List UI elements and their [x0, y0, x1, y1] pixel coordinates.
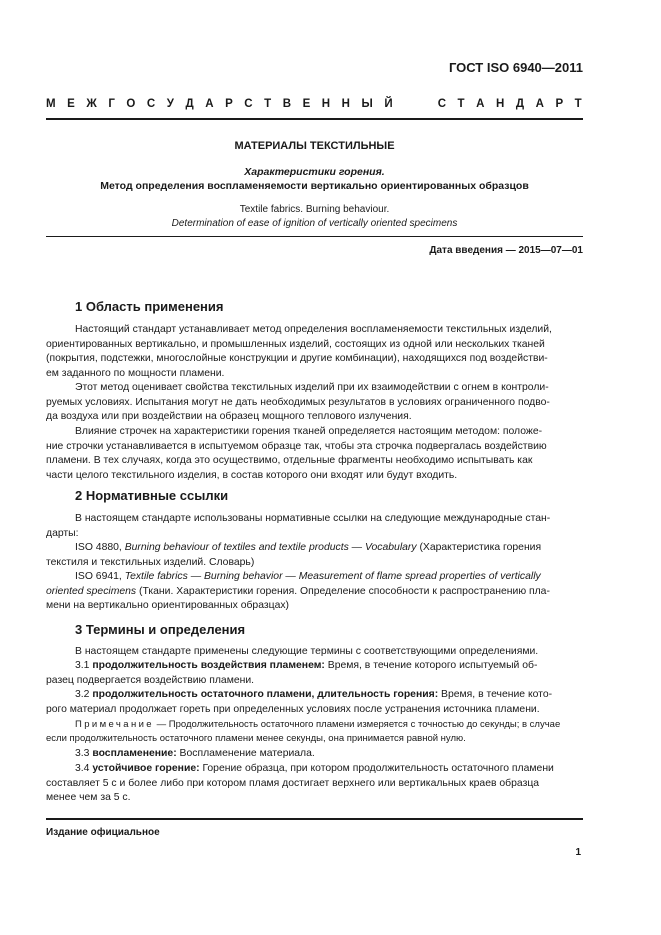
banner-letter: Н	[321, 98, 331, 110]
banner-letter: Р	[225, 98, 233, 110]
reference-title-ru: (Характеристика горения	[416, 542, 542, 553]
banner-letter: Г	[108, 98, 115, 110]
note-label: Примечание	[75, 719, 154, 730]
banner-letter: Т	[574, 98, 582, 110]
term-name: продолжительность остаточного пламени, длительность горения:	[92, 689, 439, 700]
banner-letter: В	[282, 98, 292, 110]
text-line: рого материал продолжает гореть при определенных условиях после устранения источника пламени.	[46, 703, 540, 715]
term-number: 3.2	[75, 689, 93, 700]
text-line: пламени. В тех случаях, когда это осуществимо, отдельные фрагменты необходимо испытывать как	[46, 455, 533, 467]
banner-letter: Н	[341, 98, 350, 110]
footer-rule	[46, 818, 583, 820]
section-3-heading: 3 Термины и определения	[75, 622, 246, 637]
banner-letter: М	[46, 98, 56, 110]
banner-letter: Е	[67, 98, 75, 110]
term-definition: Время, в течение кото-	[438, 689, 553, 700]
term-3-3	[75, 747, 582, 762]
banner-letter: О	[126, 98, 136, 110]
text-line: мени на вертикально ориентированных образцах)	[46, 600, 290, 612]
text-line: руемых условиях. Испытания могут не дать необходимых результатов в условиях ограниченного подво-	[46, 396, 550, 408]
text-line: ем заданного по мощности пламени.	[46, 367, 225, 379]
text-line: если продолжительность остаточного пламени менее секунды, она принимается равной нулю.	[46, 733, 466, 744]
reference-code: ISO 6941,	[75, 571, 125, 582]
banner-letter: С	[244, 98, 253, 110]
banner-letter: А	[535, 98, 544, 110]
term-definition: Воспламенение материала.	[176, 748, 315, 759]
reference-title-en: Textile fabrics — Burning behavior — Measurement of flame spread properties of vertically	[124, 571, 541, 582]
header-rule	[46, 118, 583, 120]
reference-title-ru: (Ткани. Характеристики горения. Определение способности к распространению пла-	[136, 585, 550, 597]
section-2-paragraph-1	[46, 512, 582, 541]
banner-letter: С	[146, 98, 156, 110]
reference-code: ISO 4880,	[75, 542, 125, 553]
section-1-paragraph-3	[46, 425, 582, 483]
text-line: В настоящем стандарте использованы нормативные ссылки на следующие международные стан-	[75, 513, 551, 524]
document-title: МАТЕРИАЛЫ ТЕКСТИЛЬНЫЕ	[234, 140, 395, 152]
section-2-heading: 2 Нормативные ссылки	[75, 488, 229, 503]
text-line: Влияние строчек на характеристики горения тканей определяется настоящим методом: положе-	[75, 426, 543, 437]
note	[46, 718, 582, 746]
term-number: 3.4	[75, 763, 93, 774]
banner-letter: Н	[495, 98, 505, 110]
document-subtitle-2: Метод определения воспламеняемости вертикально ориентированных образцов	[100, 180, 529, 192]
banner-letter: Й	[384, 98, 393, 110]
text-line: составляет 5 с и более либо при котором пламя достигает верхнего или вертикальных краев образца	[46, 777, 540, 789]
text-line: дарты:	[46, 527, 79, 539]
banner-letter: Т	[457, 98, 465, 110]
text-line: части целого текстильного изделия, в состав которого они входят или будут входить.	[46, 469, 458, 481]
term-definition: Время, в течение которого испытуемый об-	[324, 660, 538, 671]
note-text: — Продолжительность остаточного пламени измеряется с точностью до секунды; в случае	[154, 719, 561, 730]
text-line: В настоящем стандарте применены следующие термины с соответствующими определениями.	[75, 646, 539, 657]
banner-letter: У	[166, 98, 174, 110]
term-name: продолжительность воздействия пламенем:	[92, 660, 325, 671]
reference-title-en: Burning behaviour of textiles and textile products — Vocabulary	[124, 542, 417, 553]
term-definition: Горение образца, при котором продолжительность остаточного пламени	[199, 763, 554, 774]
term-number: 3.1	[75, 660, 93, 671]
title-rule	[46, 236, 583, 237]
text-line: Настоящий стандарт устанавливает метод определения воспламеняемости текстильных изделий,	[75, 324, 552, 335]
term-3-2	[46, 688, 582, 717]
section-1-paragraph-1	[46, 323, 582, 381]
section-3-intro	[75, 645, 582, 660]
english-title-1: Textile fabrics. Burning behaviour.	[239, 204, 390, 215]
term-number: 3.3	[75, 748, 93, 759]
text-line: разец подвергается воздействию пламени.	[46, 674, 255, 686]
english-title-2: Determination of ease of ignition of vertically oriented specimens	[171, 218, 458, 229]
document-subtitle-1: Характеристики горения.	[244, 166, 385, 178]
banner-letter: Т	[264, 98, 272, 110]
interstate-standard-banner	[46, 98, 582, 110]
banner-letter: А	[476, 98, 485, 110]
introduction-date: Дата введения — 2015—07—01	[429, 245, 583, 256]
banner-letter: Д	[515, 98, 525, 110]
banner-letter: С	[437, 98, 446, 110]
term-3-1	[46, 659, 582, 688]
banner-letter: Ы	[361, 98, 373, 110]
reference-title-en: oriented specimens	[46, 585, 137, 597]
reference-iso-6941	[46, 570, 582, 614]
banner-letter: Ж	[86, 98, 97, 110]
reference-iso-4880	[46, 541, 582, 570]
term-name: воспламенение:	[92, 748, 177, 759]
standard-code: ГОСТ ISO 6940—2011	[448, 60, 583, 75]
text-line: (покрытия, подстежки, многослойные конструкции и другие комбинации), находящихся под воздействи-	[46, 353, 548, 365]
official-edition-label: Издание официальное	[46, 827, 160, 838]
term-3-4	[46, 762, 582, 806]
text-line: менее чем за 5 с.	[46, 792, 131, 804]
text-line: текстиля и текстильных изделий. Словарь)	[46, 556, 255, 568]
text-line: Этот метод оценивает свойства текстильных изделий при их взаимодействии с огнем в контроли-	[75, 382, 549, 393]
section-1-heading: 1 Область применения	[75, 299, 224, 314]
page-number: 1	[575, 847, 581, 858]
text-line: да воздуха или при воздействии на образец мощного теплового излучения.	[46, 411, 412, 423]
term-name: устойчивое горение:	[92, 763, 200, 774]
banner-letter: Р	[555, 98, 564, 110]
section-1-paragraph-2	[46, 381, 582, 425]
text-line: ориентированных вертикально, и промышленных изделий, состоящих из одной или нескольких тканей	[46, 338, 545, 350]
banner-letter: Е	[302, 98, 311, 110]
banner-letter: А	[205, 98, 214, 110]
text-line: ние строчки устанавливается в испытуемом образце так, чтобы эта строчка подвергалась воздействию	[46, 440, 547, 452]
banner-letter: Д	[185, 98, 194, 110]
